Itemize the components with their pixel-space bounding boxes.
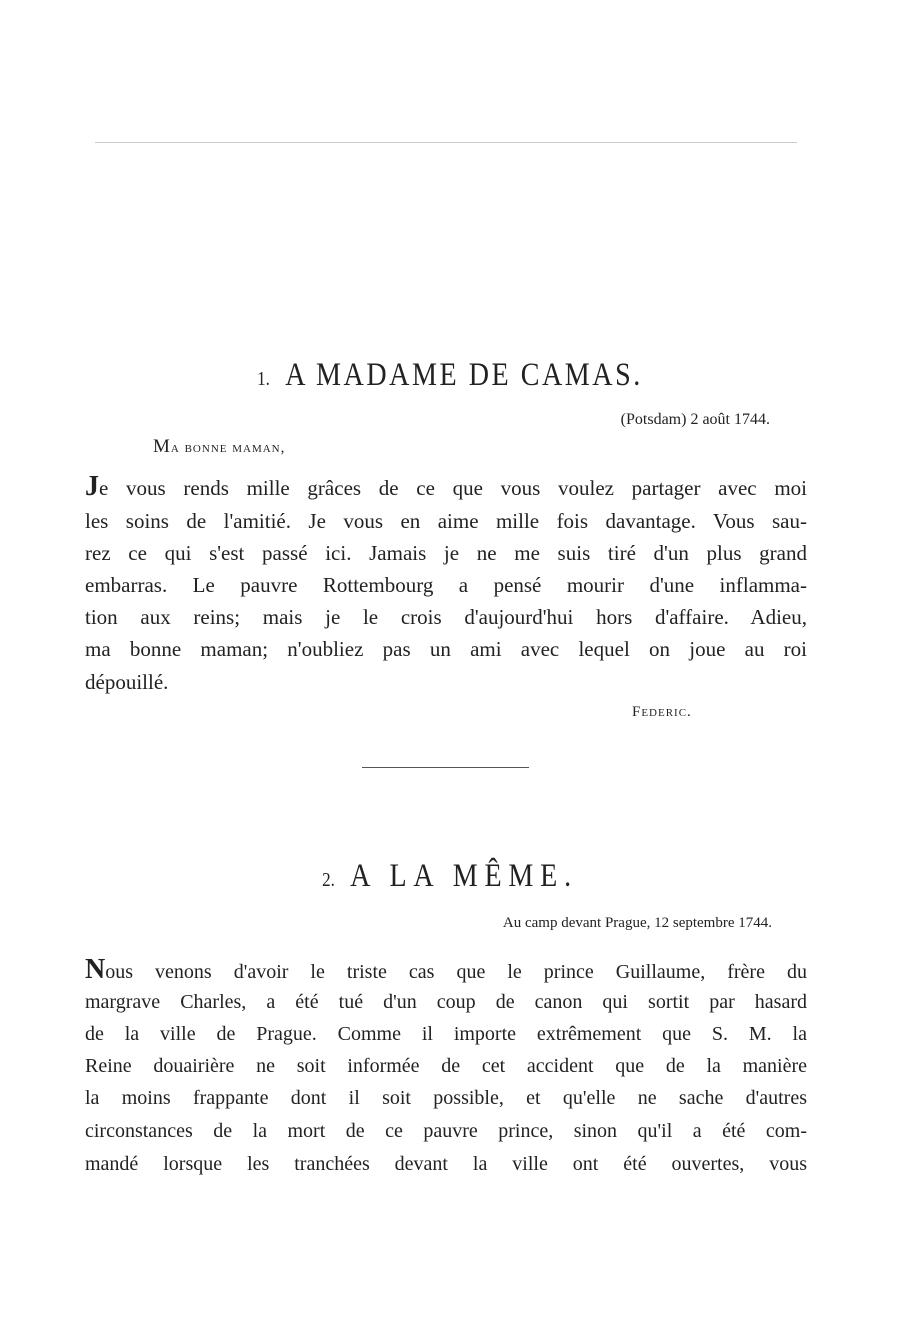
- letter1-date: (Potsdam) 2 août 1744.: [620, 411, 770, 428]
- drop-cap: N: [85, 954, 106, 985]
- letter1-title: A MADAME DE CAMAS.: [285, 357, 643, 393]
- letter1-line: tion aux reins; mais je le crois d'aujourd'hui hors d'affaire. Adieu,: [85, 605, 807, 629]
- section-separator: [362, 767, 529, 768]
- letter2-heading: [68, 858, 833, 895]
- letter2-line: Nous venons d'avoir le triste cas que le prince Guillaume, frère du: [85, 954, 807, 985]
- letter2-title: A LA MÊME.: [350, 858, 578, 894]
- letter1-number: 1.: [257, 368, 270, 390]
- letter2-line: de la ville de Prague. Comme il importe extrêmement que S. M. la: [85, 1023, 807, 1045]
- letter2-line: circonstances de la mort de ce pauvre prince, sinon qu'il a été com-: [85, 1120, 807, 1142]
- top-rule: [95, 142, 797, 143]
- letter1-salutation: Ma bonne maman,: [153, 436, 286, 457]
- letter1-line: embarras. Le pauvre Rottembourg a pensé mourir d'une inflamma-: [85, 573, 807, 597]
- letter1-signature: Federic.: [632, 704, 692, 720]
- letter2-line: la moins frappante dont il soit possible, et qu'elle ne sache d'autres: [85, 1087, 807, 1109]
- letter1-line: Je vous rends mille grâces de ce que vous voulez partager avec moi: [85, 471, 807, 502]
- letter1-heading: [68, 357, 833, 394]
- letter2-line: margrave Charles, a été tué d'un coup de canon qui sortit par hasard: [85, 991, 807, 1013]
- letter2-date: Au camp devant Prague, 12 septembre 1744.: [502, 915, 772, 931]
- letter1-line: les soins de l'amitié. Je vous en aime mille fois davantage. Vous sau-: [85, 509, 807, 533]
- drop-cap: J: [85, 471, 99, 502]
- letter2-line: mandé lorsque les tranchées devant la ville ont été ouvertes, vous: [85, 1153, 807, 1175]
- letter1-line: rez ce qui s'est passé ici. Jamais je ne me suis tiré d'un plus grand: [85, 541, 807, 565]
- letter2-line: Reine douairière ne soit informée de cet accident que de la manière: [85, 1055, 807, 1077]
- letter1-line: ma bonne maman; n'oubliez pas un ami avec lequel on joue au roi: [85, 637, 807, 661]
- letter2-number: 2.: [322, 869, 335, 891]
- letter1-line: dépouillé.: [85, 670, 169, 694]
